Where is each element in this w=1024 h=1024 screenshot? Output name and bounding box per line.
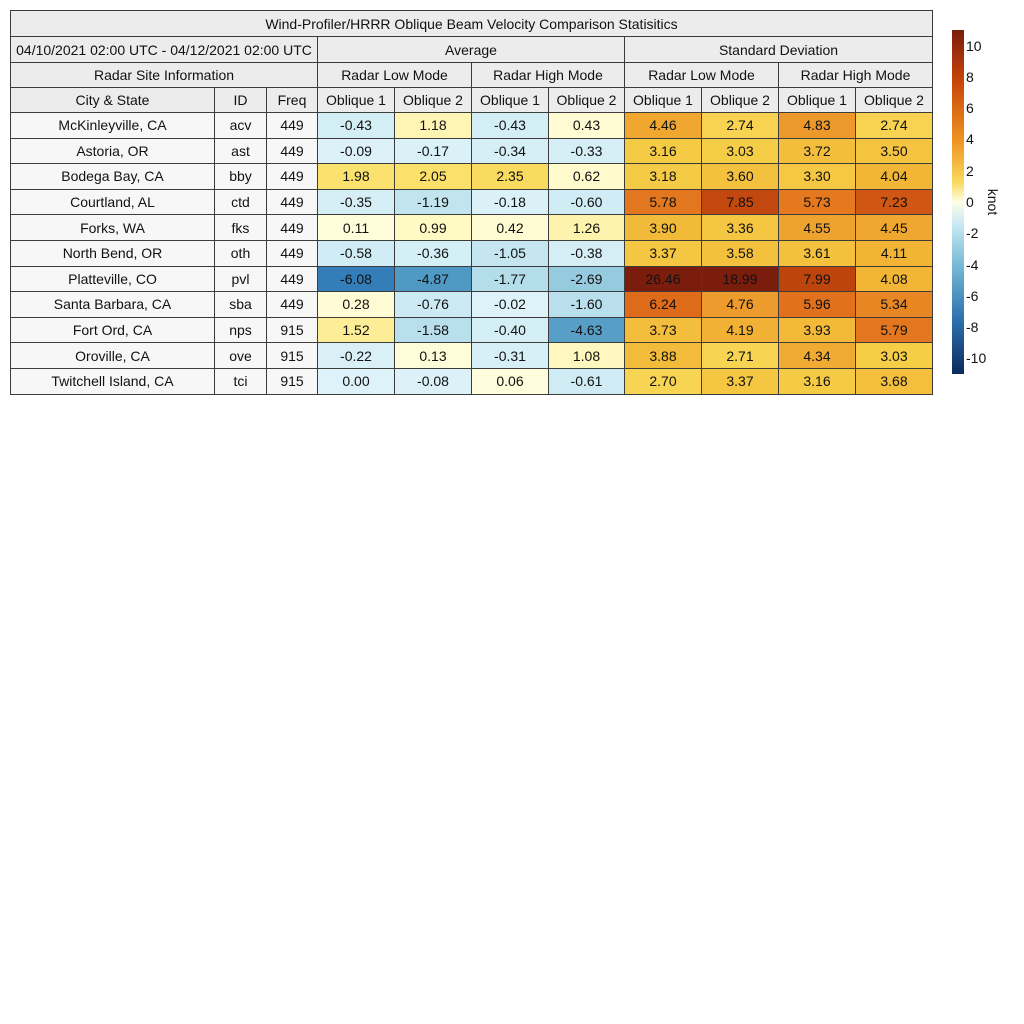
table-title: Wind-Profiler/HRRR Oblique Beam Velocity Comparison Statisitics	[10, 10, 933, 37]
std-oblique1-header: Oblique 1	[778, 87, 856, 113]
site-freq: 915	[266, 342, 318, 369]
site-id: acv	[214, 112, 267, 139]
avg-value-cell: -1.58	[394, 317, 472, 344]
site-freq: 915	[266, 368, 318, 395]
std-low-mode-header: Radar Low Mode	[624, 62, 779, 88]
avg-value-cell: -0.17	[394, 138, 472, 165]
std-value-cell: 4.34	[778, 342, 856, 369]
avg-value-cell: -0.60	[548, 189, 625, 216]
std-high-mode-header: Radar High Mode	[778, 62, 933, 88]
colorbar-tick-label: -6	[966, 287, 979, 304]
std-value-cell: 7.85	[701, 189, 779, 216]
avg-value-cell: -0.35	[317, 189, 395, 216]
colorbar-tick-label: 8	[966, 68, 974, 85]
avg-value-cell: 0.99	[394, 214, 472, 241]
site-freq: 915	[266, 317, 318, 344]
avg-value-cell: 1.08	[548, 342, 625, 369]
site-city: North Bend, OR	[10, 240, 215, 267]
colorbar-tick-label: 0	[966, 194, 974, 210]
col-freq-header: Freq	[266, 87, 318, 113]
avg-value-cell: 0.11	[317, 214, 395, 241]
site-id: ctd	[214, 189, 267, 216]
std-value-cell: 4.55	[778, 214, 856, 241]
colorbar-tick-label: 10	[966, 37, 982, 54]
std-value-cell: 3.36	[701, 214, 779, 241]
avg-value-cell: 1.18	[394, 112, 472, 139]
site-freq: 449	[266, 189, 318, 216]
colorbar-tick-label: -4	[966, 256, 979, 273]
std-value-cell: 5.79	[855, 317, 933, 344]
site-city: Bodega Bay, CA	[10, 163, 215, 190]
avg-value-cell: -6.08	[317, 266, 395, 293]
std-value-cell: 3.03	[855, 342, 933, 369]
avg-value-cell: 2.05	[394, 163, 472, 190]
std-value-cell: 5.73	[778, 189, 856, 216]
std-oblique1-header: Oblique 1	[624, 87, 702, 113]
std-value-cell: 6.24	[624, 291, 702, 318]
colorbar-tick-label: -2	[966, 225, 979, 242]
avg-oblique1-header: Oblique 1	[317, 87, 395, 113]
std-value-cell: 2.71	[701, 342, 779, 369]
colorbar-tick-label: -10	[966, 350, 987, 367]
colorbar-tick-label: 6	[966, 100, 974, 117]
site-freq: 449	[266, 163, 318, 190]
std-value-cell: 3.30	[778, 163, 856, 190]
site-id: bby	[214, 163, 267, 190]
colorbar-label: knot	[985, 188, 1001, 216]
avg-value-cell: -0.09	[317, 138, 395, 165]
avg-value-cell: 0.62	[548, 163, 625, 190]
site-freq: 449	[266, 214, 318, 241]
std-value-cell: 2.74	[855, 112, 933, 139]
avg-oblique2-header: Oblique 2	[548, 87, 625, 113]
avg-value-cell: 0.42	[471, 214, 549, 241]
site-id: fks	[214, 214, 267, 241]
group-std: Standard Deviation	[624, 36, 933, 63]
site-freq: 449	[266, 266, 318, 293]
std-value-cell: 3.16	[624, 138, 702, 165]
std-value-cell: 2.70	[624, 368, 702, 395]
std-value-cell: 4.11	[855, 240, 933, 267]
std-value-cell: 7.23	[855, 189, 933, 216]
std-value-cell: 3.60	[701, 163, 779, 190]
avg-value-cell: 0.06	[471, 368, 549, 395]
avg-value-cell: 1.26	[548, 214, 625, 241]
site-city: Courtland, AL	[10, 189, 215, 216]
col-city-header: City & State	[10, 87, 215, 113]
avg-value-cell: 0.28	[317, 291, 395, 318]
avg-value-cell: -2.69	[548, 266, 625, 293]
std-value-cell: 3.93	[778, 317, 856, 344]
site-freq: 449	[266, 240, 318, 267]
colorbar-tick-label: -8	[966, 319, 979, 336]
site-city: Forks, WA	[10, 214, 215, 241]
colorbar-tick-label: 2	[966, 162, 974, 179]
site-id: oth	[214, 240, 267, 267]
avg-oblique2-header: Oblique 2	[394, 87, 472, 113]
std-value-cell: 5.34	[855, 291, 933, 318]
std-value-cell: 3.73	[624, 317, 702, 344]
site-city: Twitchell Island, CA	[10, 368, 215, 395]
avg-value-cell: -0.38	[548, 240, 625, 267]
avg-value-cell: -0.08	[394, 368, 472, 395]
colorbar-gradient	[952, 30, 964, 374]
colorbar	[952, 30, 964, 374]
std-oblique2-header: Oblique 2	[701, 87, 779, 113]
std-value-cell: 5.78	[624, 189, 702, 216]
std-value-cell: 3.18	[624, 163, 702, 190]
avg-value-cell: -4.63	[548, 317, 625, 344]
avg-value-cell: -0.43	[317, 112, 395, 139]
std-value-cell: 4.83	[778, 112, 856, 139]
site-city: Astoria, OR	[10, 138, 215, 165]
avg-value-cell: 2.35	[471, 163, 549, 190]
site-city: Fort Ord, CA	[10, 317, 215, 344]
std-oblique2-header: Oblique 2	[855, 87, 933, 113]
avg-value-cell: -0.34	[471, 138, 549, 165]
site-city: Platteville, CO	[10, 266, 215, 293]
std-value-cell: 3.37	[624, 240, 702, 267]
avg-value-cell: 0.00	[317, 368, 395, 395]
std-value-cell: 26.46	[624, 266, 702, 293]
std-value-cell: 5.96	[778, 291, 856, 318]
col-id-header: ID	[214, 87, 267, 113]
colorbar-tick-label: 4	[966, 131, 974, 148]
std-value-cell: 3.16	[778, 368, 856, 395]
avg-value-cell: -0.76	[394, 291, 472, 318]
avg-value-cell: -0.33	[548, 138, 625, 165]
std-value-cell: 3.37	[701, 368, 779, 395]
std-value-cell: 3.58	[701, 240, 779, 267]
std-value-cell: 3.68	[855, 368, 933, 395]
std-value-cell: 3.61	[778, 240, 856, 267]
avg-value-cell: -1.19	[394, 189, 472, 216]
avg-value-cell: -0.18	[471, 189, 549, 216]
std-value-cell: 4.08	[855, 266, 933, 293]
std-value-cell: 18.99	[701, 266, 779, 293]
std-value-cell: 4.19	[701, 317, 779, 344]
site-freq: 449	[266, 112, 318, 139]
avg-value-cell: -0.31	[471, 342, 549, 369]
avg-value-cell: -1.60	[548, 291, 625, 318]
comparison-table	[10, 10, 932, 394]
avg-value-cell: -0.43	[471, 112, 549, 139]
std-value-cell: 2.74	[701, 112, 779, 139]
std-value-cell: 3.88	[624, 342, 702, 369]
std-value-cell: 3.90	[624, 214, 702, 241]
avg-value-cell: 0.13	[394, 342, 472, 369]
avg-value-cell: 1.98	[317, 163, 395, 190]
site-id: sba	[214, 291, 267, 318]
group-average: Average	[317, 36, 625, 63]
avg-value-cell: -0.40	[471, 317, 549, 344]
site-city: Santa Barbara, CA	[10, 291, 215, 318]
avg-value-cell: -0.36	[394, 240, 472, 267]
date-range: 04/10/2021 02:00 UTC - 04/12/2021 02:00 UTC	[10, 36, 318, 63]
site-id: pvl	[214, 266, 267, 293]
site-id: nps	[214, 317, 267, 344]
site-id: ast	[214, 138, 267, 165]
site-id: tci	[214, 368, 267, 395]
avg-value-cell: -0.58	[317, 240, 395, 267]
std-value-cell: 3.03	[701, 138, 779, 165]
avg-oblique1-header: Oblique 1	[471, 87, 549, 113]
avg-value-cell: -1.05	[471, 240, 549, 267]
avg-value-cell: 0.43	[548, 112, 625, 139]
avg-value-cell: -1.77	[471, 266, 549, 293]
std-value-cell: 3.50	[855, 138, 933, 165]
site-freq: 449	[266, 291, 318, 318]
site-freq: 449	[266, 138, 318, 165]
std-value-cell: 4.46	[624, 112, 702, 139]
avg-value-cell: -4.87	[394, 266, 472, 293]
std-value-cell: 3.72	[778, 138, 856, 165]
site-city: Oroville, CA	[10, 342, 215, 369]
site-info-header: Radar Site Information	[10, 62, 318, 88]
site-city: McKinleyville, CA	[10, 112, 215, 139]
avg-low-mode-header: Radar Low Mode	[317, 62, 472, 88]
avg-high-mode-header: Radar High Mode	[471, 62, 625, 88]
site-id: ove	[214, 342, 267, 369]
std-value-cell: 4.45	[855, 214, 933, 241]
std-value-cell: 7.99	[778, 266, 856, 293]
avg-value-cell: 1.52	[317, 317, 395, 344]
avg-value-cell: -0.61	[548, 368, 625, 395]
std-value-cell: 4.04	[855, 163, 933, 190]
std-value-cell: 4.76	[701, 291, 779, 318]
avg-value-cell: -0.02	[471, 291, 549, 318]
avg-value-cell: -0.22	[317, 342, 395, 369]
